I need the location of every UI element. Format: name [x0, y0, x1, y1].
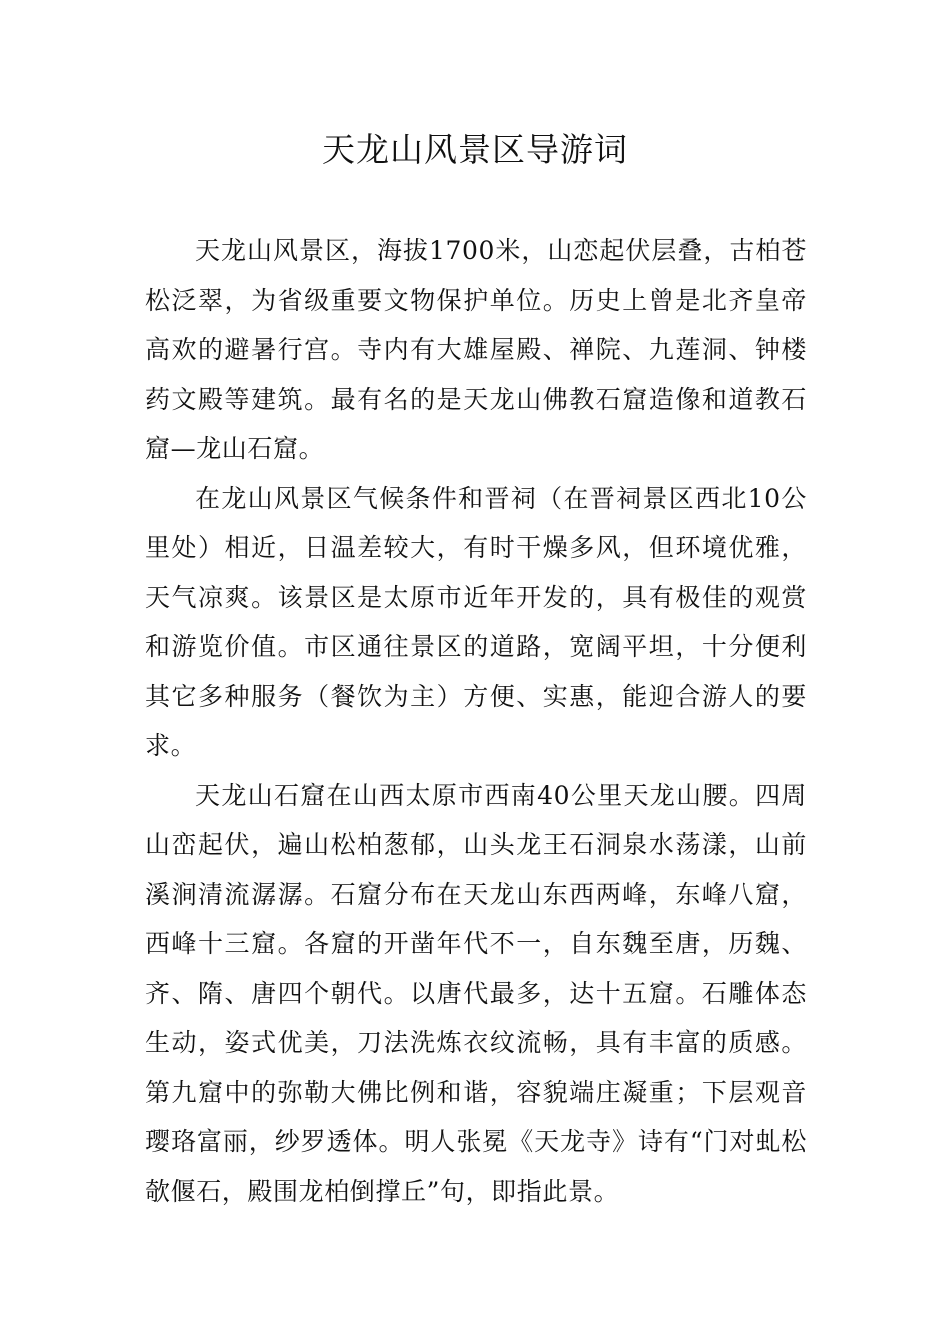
document-body [145, 226, 807, 1216]
paragraph-2: 在龙山风景区气候条件和晋祠（在晋祠景区西北10公里处）相近，日温差较大，有时干燥多风，但环境优雅，天气凉爽。该景区是太原市近年开发的，具有极佳的观赏和游览价值。市区通往景区的道路，宽阔平坦，十分便利其它多种服务（餐饮为主）方便、实惠，能迎合游人的要求。 [145, 483, 807, 760]
paragraph-3: 天龙山石窟在山西太原市西南40公里天龙山腰。四周山峦起伏，遍山松柏葱郁，山头龙王石洞泉水荡漾，山前溪涧清流潺潺。石窟分布在天龙山东西两峰，东峰八窟，西峰十三窟。各窟的开凿年代不一，自东魏至唐，历魏、齐、隋、唐四个朝代。以唐代最多，达十五窟。石雕体态生动，姿式优美，刀法洗炼衣纹流畅，具有丰富的质感。第九窟中的弥勒大佛比例和谐，容貌端庄凝重；下层观音璎珞富丽，纱罗透体。明人张冕《天龙寺》诗有“门对虬松欹偃石，殿围龙柏倒撑丘”句，即指此景。 [145, 780, 807, 1206]
paragraph-1: 天龙山风景区，海拔1700米，山恋起伏层叠，古柏苍松泛翠，为省级重要文物保护单位。历史上曾是北齐皇帝高欢的避暑行宫。寺内有大雄屋殿、禅院、九莲洞、钟楼药文殿等建筑。最有名的是天龙山佛教石窟造像和道教石窟—龙山石窟。 [145, 236, 807, 463]
document-title: 天龙山风景区导游词 [322, 130, 628, 169]
